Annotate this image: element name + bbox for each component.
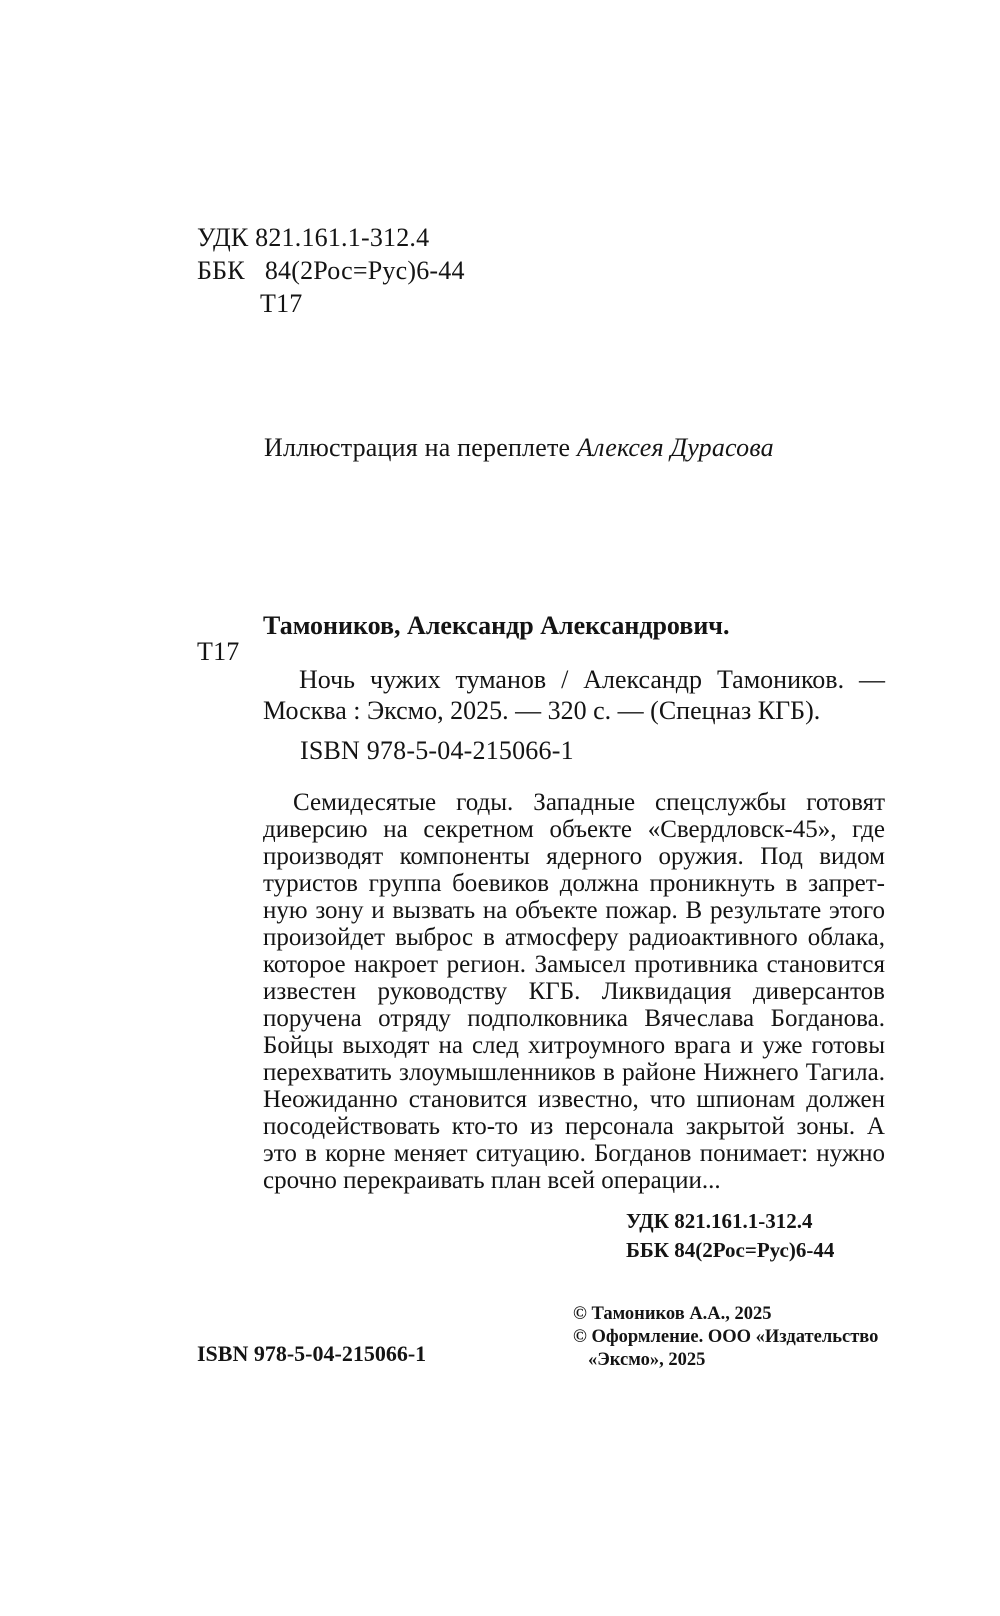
header-udk: УДК 821.161.1-312.4 bbox=[197, 223, 430, 252]
catalog-description: Ночь чужих туманов / Александр Тамоников. — Москва : Эксмо, 2025. — 320 с. — (Спецназ КГБ). bbox=[263, 665, 885, 725]
catalog-isbn: ISBN 978-5-04-215066-1 bbox=[300, 736, 574, 765]
illustration-credit bbox=[264, 432, 774, 464]
catalog-author-mark: Т17 bbox=[197, 637, 240, 666]
copyright-design-line1: © Оформление. ООО «Издательство bbox=[573, 1327, 879, 1347]
copyright-design-line2: «Эксмо», 2025 bbox=[588, 1350, 706, 1370]
catalog-annotation: Семидесятые годы. Западные спецслужбы готовят диверсию на секретном объекте «Свердловск-45», где производят компоненты ядерного оружия. Под видом туристов группа боевиков должна проникнуть в запретную зону и вызвать на объекте пожар. В результате этого произойдет выброс в атмосферу радиоактивного облака, которое накроет регион. Замысел противника становится известен руководству КГБ. Ликвидация диверсантов поручена отряду подполковника Вячеслава Богданова. Бойцы выходят на след хитроумного врага и уже готовы перехватить злоумышленников в районе Нижнего Тагила. Неожиданно становится известно, что шпионам должен посодействовать кто-то из персонала закрытой зоны. А это в корне меняет ситуацию. Богданов понимает: нужно срочно перекраивать план всей операции... bbox=[263, 789, 885, 1194]
illustration-artist: Алексея Дурасова bbox=[576, 433, 774, 462]
header-bbk-value: 84(2Рос=Рус)6-44 bbox=[264, 256, 465, 285]
catalog-author-heading: Тамоников, Александр Александрович. bbox=[263, 611, 730, 640]
catalog-udk: УДК 821.161.1-312.4 bbox=[626, 1209, 813, 1233]
header-bbk-prefix: ББК bbox=[197, 256, 245, 285]
header-bbk bbox=[197, 255, 465, 287]
catalog-bbk: ББК 84(2Рос=Рус)6-44 bbox=[626, 1238, 835, 1262]
illustration-prefix: Иллюстрация на переплете bbox=[264, 433, 571, 462]
copyright-author: © Тамоников А.А., 2025 bbox=[573, 1304, 772, 1324]
footer-isbn: ISBN 978-5-04-215066-1 bbox=[197, 1341, 427, 1366]
header-author-mark: Т17 bbox=[260, 289, 303, 318]
